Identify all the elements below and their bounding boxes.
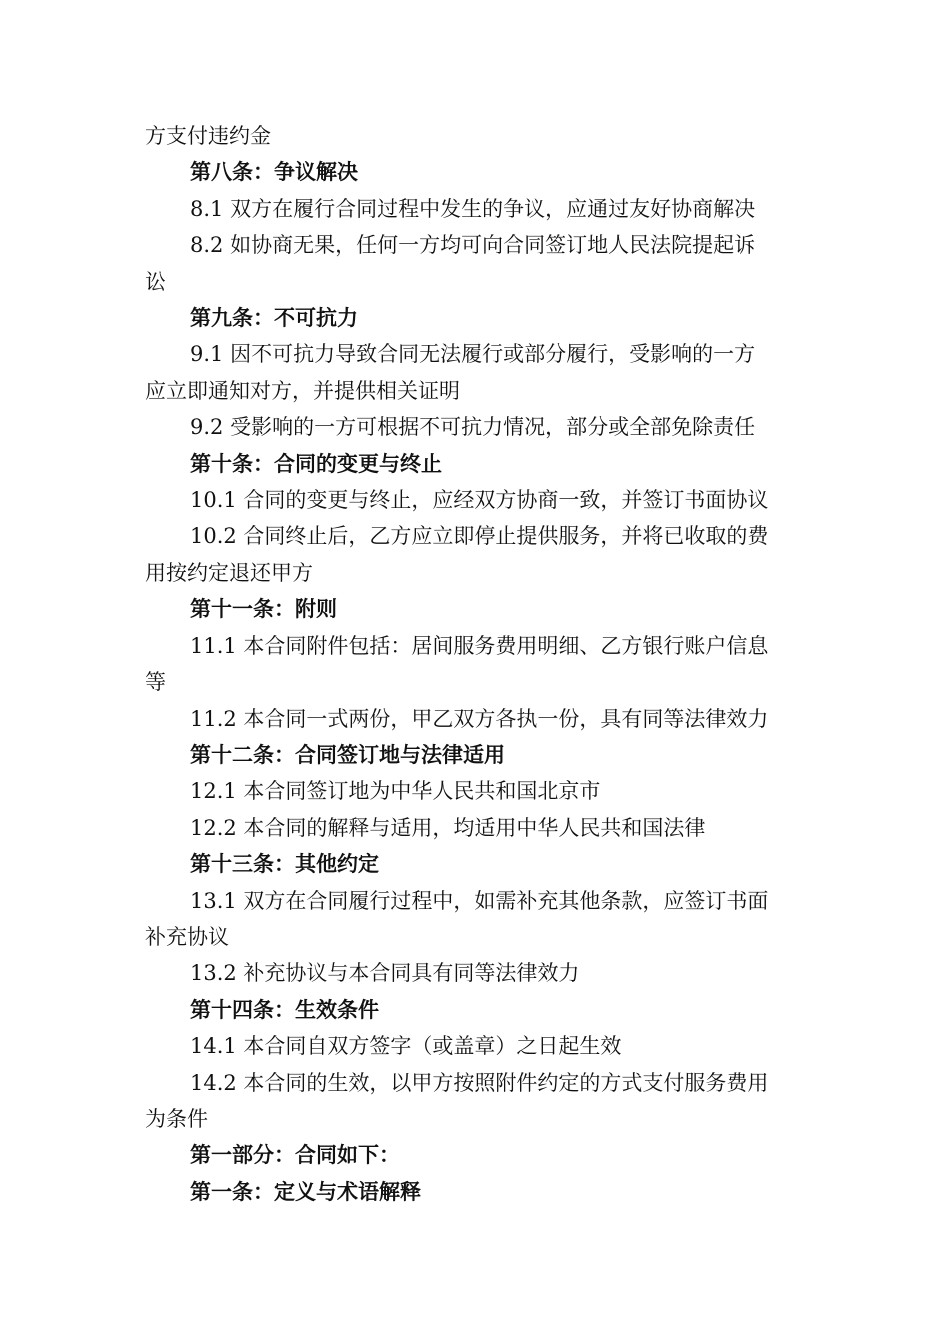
paragraph-line: 9.1 因不可抗力导致合同无法履行或部分履行，受影响的一方 bbox=[190, 342, 756, 367]
paragraph-line: 11.1 本合同附件包括：居间服务费用明细、乙方银行账户信息 bbox=[190, 633, 769, 658]
paragraph-line: 为条件 bbox=[145, 1106, 208, 1131]
section-heading: 第一条：定义与术语解释 bbox=[190, 1179, 421, 1204]
section-heading: 第十三条：其他约定 bbox=[190, 852, 379, 877]
paragraph-line: 12.1 本合同签订地为中华人民共和国北京市 bbox=[190, 779, 601, 804]
paragraph-line: 应立即通知对方，并提供相关证明 bbox=[145, 378, 460, 403]
paragraph-line: 10.2 合同终止后，乙方应立即停止提供服务，并将已收取的费 bbox=[190, 524, 769, 549]
paragraph-line: 14.1 本合同自双方签字（或盖章）之日起生效 bbox=[190, 1034, 622, 1059]
paragraph-line: 8.2 如协商无果，任何一方均可向合同签订地人民法院提起诉 bbox=[190, 233, 756, 258]
paragraph-line: 等 bbox=[145, 670, 166, 695]
paragraph-line: 8.1 双方在履行合同过程中发生的争议，应通过友好协商解决 bbox=[190, 196, 756, 221]
section-heading: 第十条：合同的变更与终止 bbox=[190, 451, 442, 476]
paragraph-line: 讼 bbox=[145, 269, 166, 294]
paragraph-line: 方支付违约金 bbox=[145, 124, 271, 148]
section-heading: 第一部分：合同如下： bbox=[190, 1143, 400, 1168]
section-heading: 第八条：争议解决 bbox=[190, 160, 358, 185]
paragraph-line: 12.2 本合同的解释与适用，均适用中华人民共和国法律 bbox=[190, 815, 706, 840]
paragraph-line: 10.1 合同的变更与终止，应经双方协商一致，并签订书面协议 bbox=[190, 488, 769, 513]
document-body bbox=[145, 118, 810, 1210]
section-heading: 第十二条：合同签订地与法律适用 bbox=[190, 742, 505, 767]
section-heading: 第九条：不可抗力 bbox=[190, 306, 358, 331]
paragraph-line: 14.2 本合同的生效，以甲方按照附件约定的方式支付服务费用 bbox=[190, 1070, 769, 1095]
paragraph-line: 11.2 本合同一式两份，甲乙双方各执一份，具有同等法律效力 bbox=[190, 706, 769, 731]
paragraph-line: 用按约定退还甲方 bbox=[145, 560, 313, 585]
section-heading: 第十一条：附则 bbox=[190, 597, 337, 622]
paragraph-line: 补充协议 bbox=[145, 924, 229, 949]
paragraph-line: 9.2 受影响的一方可根据不可抗力情况，部分或全部免除责任 bbox=[190, 415, 756, 440]
paragraph-line: 13.1 双方在合同履行过程中，如需补充其他条款，应签订书面 bbox=[190, 888, 769, 913]
paragraph-line: 13.2 补充协议与本合同具有同等法律效力 bbox=[190, 961, 580, 986]
section-heading: 第十四条：生效条件 bbox=[190, 997, 379, 1022]
